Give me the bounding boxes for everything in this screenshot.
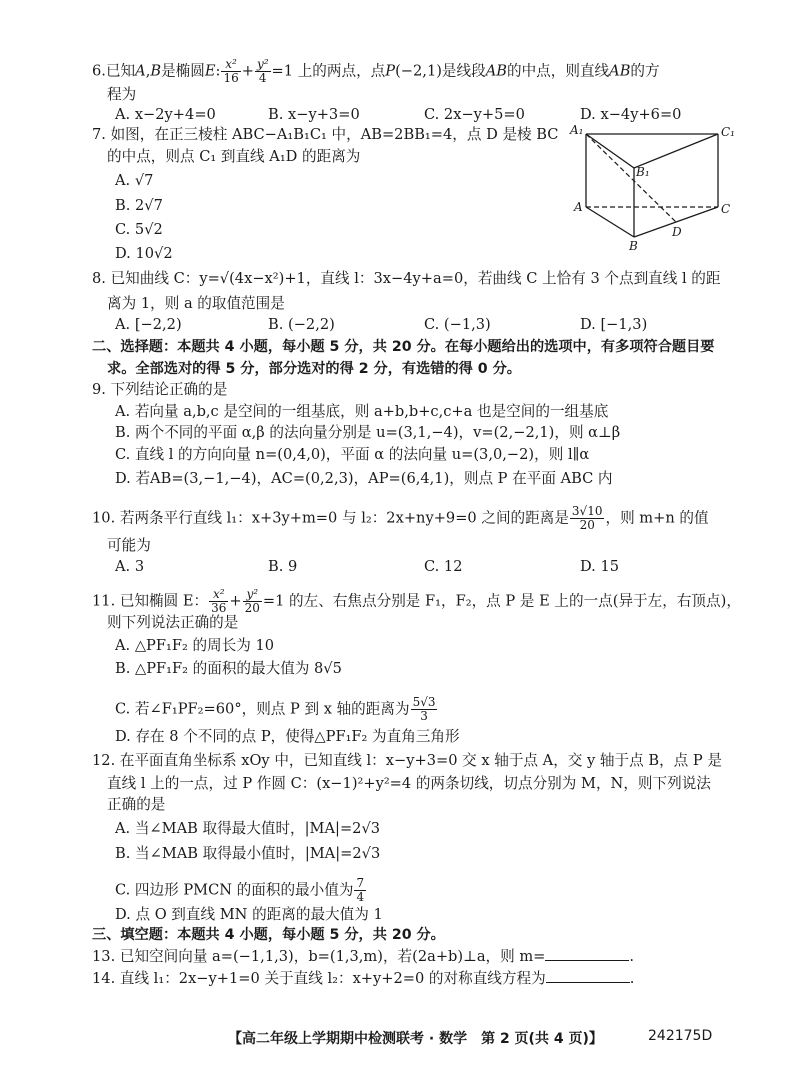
q11-line1: 11. 已知椭圆 E： $\frac{\text{x²}}{36}$ + $\frac{\text{y²}}{20}$ =1 的左、右焦点分别是 F₁，F₂，点 P 是 E 上的一点(异于左，右顶点)， (92, 587, 741, 615)
q10-frac: $\frac{3√10}{20}$ (571, 504, 603, 532)
q10-option-a: A. 3 (115, 558, 145, 575)
label-c1: C₁ (721, 125, 735, 139)
q12-line1: 12. 在平面直角坐标系 xOy 中，已知直线 l：x−y+3=0 交 x 轴于点 A，交 y 轴于点 B，点 P 是 (92, 752, 722, 769)
q11-option-d: D. 存在 8 个不同的点 P，使得△PF₁F₂ 为直角三角形 (115, 728, 460, 745)
q11-option-a: A. △PF₁F₂ 的周长为 10 (115, 637, 275, 654)
q8-option-d: D. [−1,3) (580, 316, 648, 333)
q13-line: 13. 已知空间向量 a=(−1,1,3)，b=(1,3,m)，若(2a+b)⊥a，则 m= . (92, 948, 635, 965)
label-a: A (574, 200, 583, 214)
q6-option-a: A. x−2y+4=0 (115, 106, 216, 123)
label-b1: B₁ (636, 165, 650, 179)
q9-stem: 9. 下列结论正确的是 (92, 381, 228, 398)
q11-frac-y: $\frac{\text{y²}}{20}$ (244, 587, 260, 615)
q7-option-d: D. 10√2 (115, 245, 173, 262)
q12-line2: 直线 l 上的一点，过 P 作圆 C：(x−1)²+y²=4 的两条切线，切点分别为 M，N，则下列说法 (107, 775, 711, 792)
q6-frac-x: $\frac{\text{x²}}{16}$ (223, 57, 239, 85)
q9-option-b: B. 两个不同的平面 α,β 的法向量分别是 u=(3,1,−4)，v=(2,−2,1)，则 α⊥β (115, 424, 621, 441)
q6-option-b: B. x−y+3=0 (268, 106, 360, 123)
q7-option-a: A. √7 (115, 172, 154, 189)
q6-option-d: D. x−4y+6=0 (580, 106, 682, 123)
q7-line1: 7. 如图，在正三棱柱 ABC−A₁B₁C₁ 中，AB=2BB₁=4，点 D 是棱 BC (92, 126, 559, 143)
q10-option-d: D. 15 (580, 558, 620, 575)
q6-option-c: C. 2x−y+5=0 (424, 106, 525, 123)
edge-b1c1 (634, 134, 718, 168)
q8-option-c: C. (−1,3) (424, 316, 491, 333)
q10-option-c: C. 12 (424, 558, 463, 575)
label-c: C (721, 202, 731, 216)
label-d: D (672, 225, 682, 239)
segment-a1d (586, 134, 676, 222)
q14-line: 14. 直线 l₁：2x−y+1=0 关于直线 l₂：x+y+2=0 的对称直线方程为 . (92, 970, 635, 987)
q8-line2: 离为 1，则 a 的取值范围是 (107, 295, 285, 312)
q12-line3: 正确的是 (107, 796, 166, 813)
q8-line1: 8. 已知曲线 C：y=√(4x−x²)+1，直线 l：3x−4y+a=0，若曲线 C 上恰有 3 个点到直线 l 的距 (92, 270, 721, 287)
q6-frac-y: $\frac{\text{y²}}{4}$ (256, 57, 269, 85)
q6-line2: 程为 (107, 86, 137, 103)
q11-line2: 则下列说法正确的是 (107, 614, 239, 631)
q11-c-frac: $\frac{5√3}{3}$ (412, 695, 436, 723)
q12-c-frac: $\frac{7}{4}$ (356, 876, 365, 904)
label-a1: A₁ (570, 123, 584, 137)
q13-answer-blank[interactable] (545, 946, 629, 961)
q12-option-a: A. 当∠MAB 取得最大值时，|MA|=2√3 (115, 820, 381, 837)
q12-option-c: C. 四边形 PMCN 的面积的最小值为 $\frac{7}{4}$ (115, 876, 365, 904)
prism-figure (568, 122, 748, 252)
q7-line2: 的中点，则点 C₁ 到直线 A₁D 的距离为 (107, 148, 361, 165)
q8-option-a: A. [−2,2) (115, 316, 182, 333)
section2-heading-line1: 二、选择题：本题共 4 小题，每小题 5 分，共 20 分。在每小题给出的选项中，有多项符合题目要 (92, 339, 715, 355)
page-footer: 【高二年级上学期期中检测联考 · 数学 第 2 页(共 4 页)】 (228, 1031, 603, 1047)
q9-option-d: D. 若AB=(3,−1,−4)，AC=(0,2,3)，AP=(6,4,1)，则点 P 在平面 ABC 内 (115, 470, 613, 487)
q9-option-a: A. 若向量 a,b,c 是空间的一组基底，则 a+b,b+c,c+a 也是空间的一组基底 (115, 403, 609, 420)
q7-option-b: B. 2√7 (115, 197, 163, 214)
label-b: B (629, 239, 638, 252)
q8-option-b: B. (−2,2) (268, 316, 335, 333)
section2-heading-line2: 求。全部选对的得 5 分，部分选对的得 2 分，有选错的得 0 分。 (107, 361, 521, 377)
q14-answer-blank[interactable] (546, 968, 630, 983)
edge-a1b1 (586, 134, 634, 168)
q10-option-b: B. 9 (268, 558, 298, 575)
q10-line2: 可能为 (107, 537, 151, 554)
q11-frac-x: $\frac{\text{x²}}{36}$ (211, 587, 227, 615)
q12-option-b: B. 当∠MAB 取得最小值时，|MA|=2√3 (115, 845, 381, 862)
q7-option-c: C. 5√2 (115, 221, 163, 238)
q9-option-c: C. 直线 l 的方向向量 n=(0,4,0)，平面 α 的法向量 u=(3,0,−2)，则 l∥α (115, 446, 590, 463)
q11-option-b: B. △PF₁F₂ 的面积的最大值为 8√5 (115, 660, 342, 677)
q12-option-d: D. 点 O 到直线 MN 的距离的最大值为 1 (115, 906, 383, 923)
paper-code: 242175D (648, 1028, 713, 1044)
q6-line1: 6.已知A,B是椭圆E: $\frac{\text{x²}}{16}$ + $\frac{\text{y²}}{4}$ =1 上的两点，点P(−2,1)是线段AB的中点，则直线AB的方 (92, 57, 660, 85)
q10-line1: 10. 若两条平行直线 l₁：x+3y+m=0 与 l₂：2x+ny+9=0 之间的距离是 $\frac{3√10}{20}$ ，则 m+n 的值 (92, 504, 709, 532)
section3-heading: 三、填空题：本题共 4 小题，每小题 5 分，共 20 分。 (92, 927, 445, 943)
q11-option-c: C. 若∠F₁PF₂=60°，则点 P 到 x 轴的距离为 $\frac{5√3}{3}$ (115, 695, 436, 723)
edge-ab (586, 207, 634, 237)
